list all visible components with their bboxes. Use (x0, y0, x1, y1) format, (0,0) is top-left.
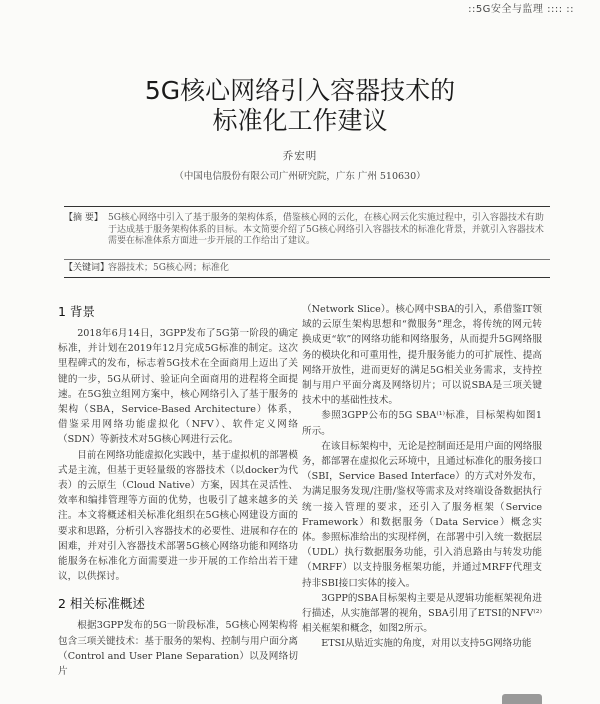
page-number-tab (502, 694, 542, 704)
body-paragraph: 根据3GPP发布的5G一阶段标准，5G核心网架构将包含三项关键技术：基于服务的架构、控制与用户面分离（Control and User Plane Separation）以及网络切片 (58, 620, 298, 678)
section-heading: 1 背景 (58, 304, 95, 319)
body-paragraph: ETSI从贴近实施的角度，对用以支持5G网络功能 (321, 638, 532, 650)
abstract-box (64, 206, 550, 278)
body-paragraph: （Network Slice）。核心网中SBA的引入，系借鉴IT领域的云原生架构思想和“微服务”理念，将传统的网元转换成更“软”的网络功能和网络服务，从而提升5G网络服务的模块化和可重用性，提升服务能力的可扩展性、提高网络开放性，进而更好的满足5G相关业务需求，支持控制与用户平面分离及网络切片；可以说SBA是三项关键技术中的基础性技术。 (302, 304, 542, 407)
abstract-text: 5G核心网络中引入了基于服务的架构体系，借鉴核心网的云化，在核心网云化实施过程中，引入容器技术有助于达成基于服务架构体系的目标。本文简要介绍了5G核心网络引入容器技术的标准化背景，并就引入容器技术需要在标准体系方面进一步开展的工作给出了建议。 (108, 213, 544, 247)
keywords-row (64, 259, 550, 273)
body-paragraph: 3GPP的SBA目标架构主要是从逻辑功能框架视角进行描述，从实施部署的视角，SBA引用了ETSI的NFV⁽²⁾相关框架和概念，如图2所示。 (302, 592, 542, 635)
body-paragraph: 2018年6月14日，3GPP发布了5G第一阶段的确定标准，并计划在2019年12月完成5G标准的制定。这次里程碑式的发布，标志着5G技术在全面商用上迈出了关键的一步，5G从研讨、验证向全面商用的进程将全面提速。在5G独立组网方案中，核心网络引入了基于服务的架构（SBA，Service-Based Architecture）体系，借鉴采用网络功能虚拟化（NFV）、软件定义网络（SDN）等新技术对5G核心网进行云化。 (58, 328, 298, 446)
body-paragraph: 目前在网络功能虚拟化实践中，基于虚拟机的部署模式是主流，但基于更轻量级的容器技术（以docker为代表）的云原生（Cloud Native）方案，因其在灵活性、效率和编排管理等方面的优势，也吸引了越来越多的关注。本文将概述相关标准化组织在5G核心网建设方面的要求和思路，分析引入容器技术的必要性、进展和存在的困难，并对引入容器技术部署5G核心网络功能和网络功能服务在标准化方面需要进一步开展的工作给出若干建议，以供探讨。 (58, 449, 298, 583)
article-title-line: 5G核心网络引入容器技术的 (144, 76, 456, 105)
journal-section-tag: ::5G安全与监理 :::: :: (468, 4, 574, 15)
section-heading: 2 相关标准概述 (58, 596, 145, 612)
body-paragraph: 在该目标架构中，无论是控制面还是用户面的网络服务，都部署在虚拟化云环境中，且通过标准化的服务接口（SBI，Service Based Interface）的方式对外发布，为满足服务发现/注册/鉴权等需求及对终端设备数据执行统一接入管理的要求，还引入了服务框架（Service Framework）和数据服务（Data Service）概念实体。参照标准给出的实现样例，在部署中引入统一数据层（UDL）执行数据服务功能，引入消息路由与转发功能（MRFF）以支持服务框架功能，并通过MRFF代理支持非SBI接口实体的接入。 (302, 440, 542, 589)
article-title-line: 标准化工作建议 (212, 106, 388, 135)
article-author: 乔宏明 (282, 150, 318, 162)
author-affiliation: （中国电信股份有限公司广州研究院，广东 广州 510630） (174, 171, 426, 182)
abstract-label: 【摘 要】 (64, 213, 103, 223)
body-column-right (302, 302, 542, 652)
keywords-label: 【关键词】 (64, 263, 110, 273)
keywords-text: 容器技术；5G核心网；标准化 (108, 263, 229, 273)
body-column-left (58, 302, 298, 679)
body-paragraph: 参照3GPP公布的5G SBA⁽¹⁾标准，目标架构如图1所示。 (302, 410, 542, 437)
article-title (0, 76, 600, 136)
